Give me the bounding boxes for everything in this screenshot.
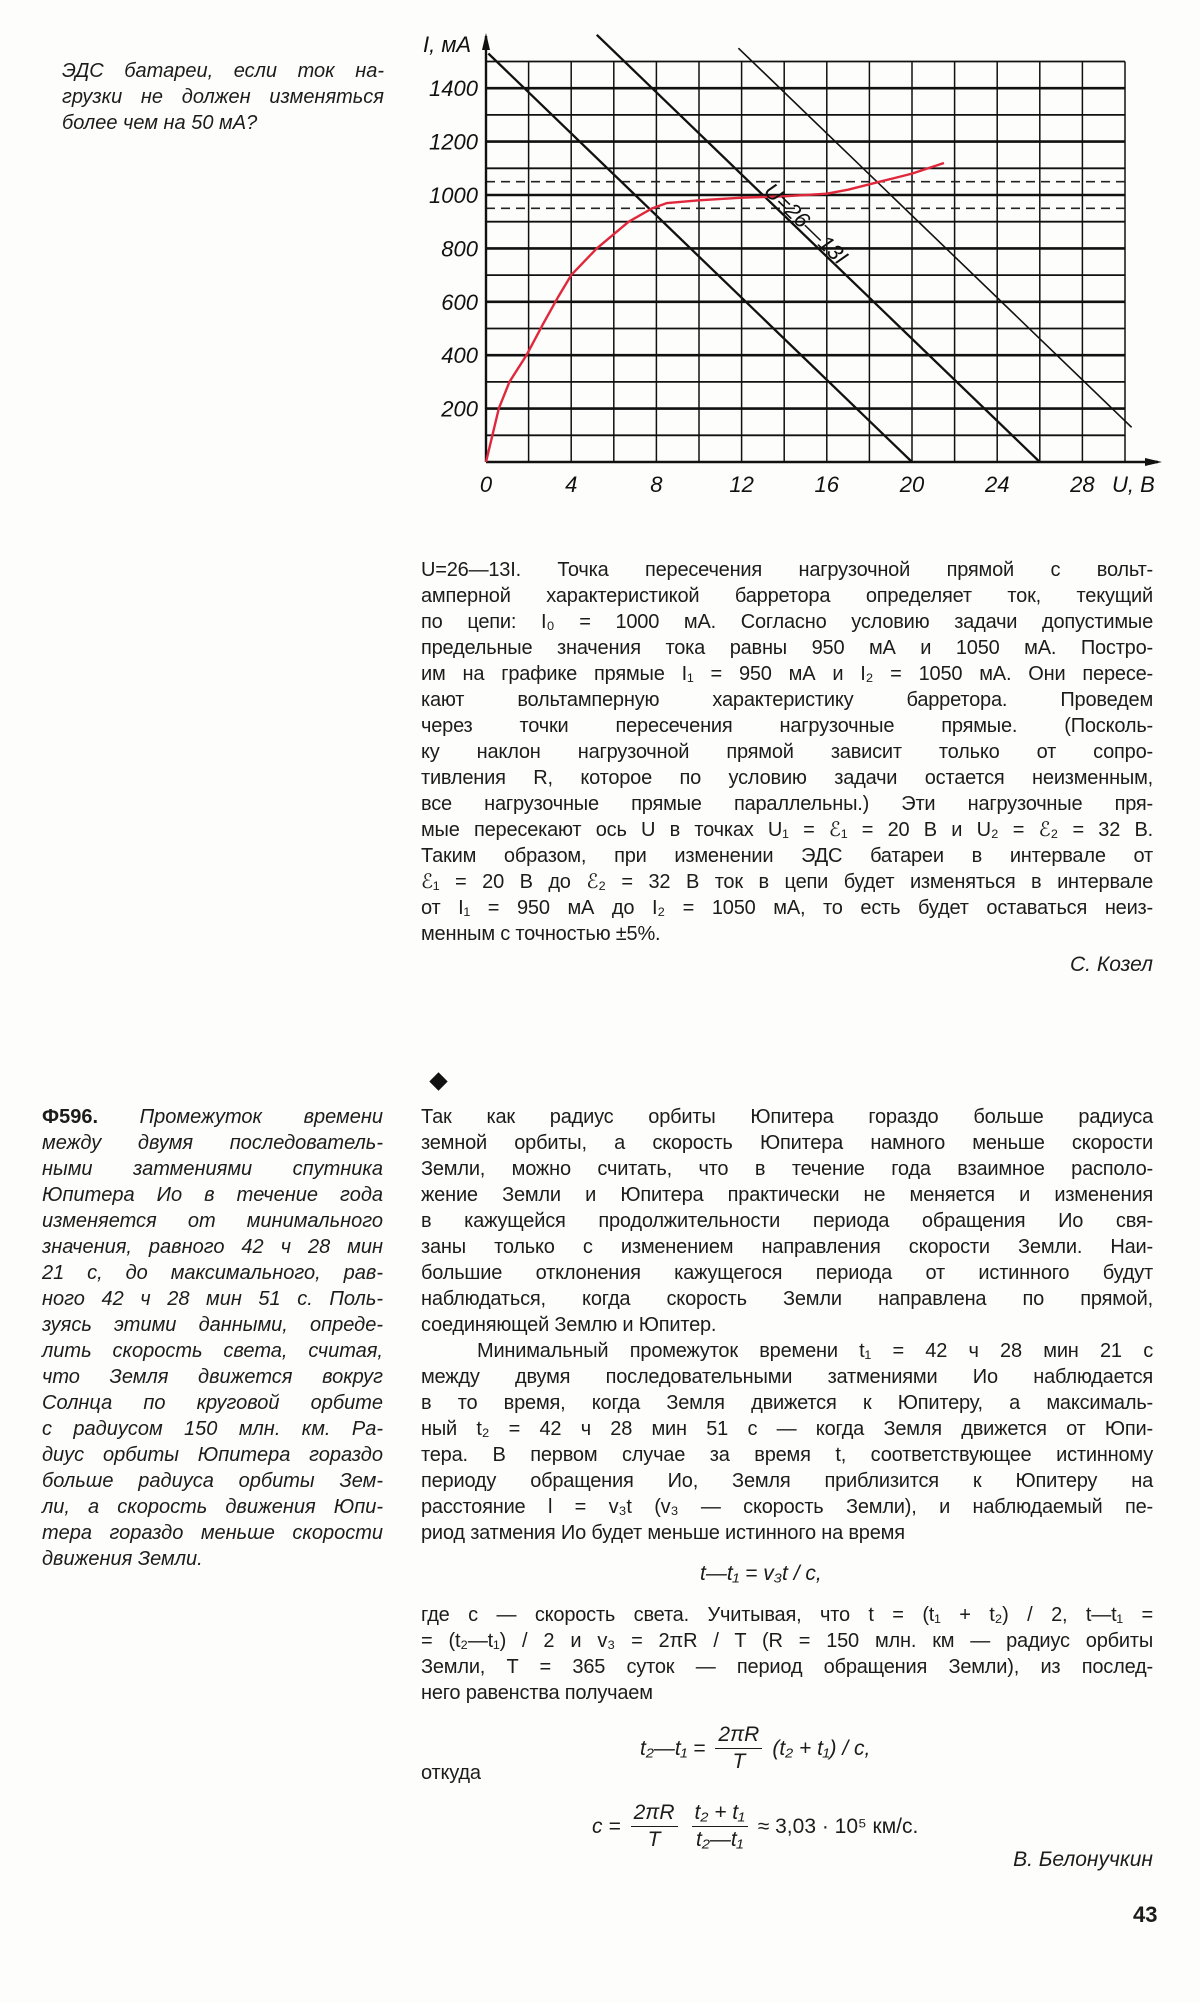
text-line: Солнца по круговой орбите (42, 1392, 383, 1414)
denominator: t₂—t₁ (695, 1828, 744, 1851)
text-line: больше радиуса орбиты Зем- (42, 1470, 383, 1492)
text-line: движения Земли. (42, 1548, 203, 1570)
formula-3 (592, 1800, 918, 1853)
y-axis-arrow-icon (482, 33, 490, 50)
x-tick-label: 20 (899, 472, 925, 497)
text-line: ℰ₁ = 20 В до ℰ₂ = 32 В ток в цепи будет изменяться в интервале (421, 871, 1153, 893)
solution-2-continued (421, 1602, 1153, 1706)
text-line: предельные значения тока равны 950 мА и 1050 мА. Постро- (421, 637, 1153, 659)
formula-2-rhs: (t₂ + t₁) / c, (772, 1736, 871, 1760)
text-line: наблюдаться, когда скорость Земли направлена по прямой, (421, 1288, 1153, 1310)
text-line: мые пересекают ось U в точках U₁ = ℰ₁ = 20 В и U₂ = ℰ₂ = 32 В. (421, 819, 1153, 841)
x-tick-label: 12 (729, 472, 754, 497)
text-line: Юпитера Ио в течение года (42, 1184, 383, 1206)
text-line: него равенства получаем (421, 1682, 653, 1704)
current-voltage-chart (0, 0, 1200, 520)
text-line: через точки пересечения нагрузочные прямые. (Посколь- (421, 715, 1153, 737)
text-line: диус орбиты Юпитера гораздо (42, 1444, 383, 1466)
text-line: = (t₂—t₁) / 2 и v₃ = 2πR / T (R = 150 млн. км — радиус орбиты (421, 1630, 1153, 1652)
text-line: U=26—13I. Точка пересечения нагрузочной прямой с вольт- (421, 559, 1153, 581)
problem-number: Ф596. (42, 1106, 98, 1128)
y-tick-label: 1400 (429, 76, 478, 102)
x-tick-label: 28 (1070, 472, 1095, 497)
text-line: Минимальный промежуток времени t₁ = 42 ч 28 мин 21 с (477, 1340, 1153, 1362)
text-line: кают вольтамперную характеристику барретора. Проведем (421, 689, 1153, 711)
problem-statement (42, 1104, 383, 1572)
load-line-label: U=26—13I (759, 177, 853, 270)
text-line: с радиусом 150 млн. км. Ра- (42, 1418, 383, 1440)
text-line: земной орбиты, а скорость Юпитера намного меньше скорости (421, 1132, 1153, 1154)
text-line: где c — скорость света. Учитывая, что t = (t₁ + t₂) / 2, t—t₁ = (421, 1604, 1153, 1626)
x-tick-label: 4 (565, 472, 578, 497)
text-line: Таким образом, при изменении ЭДС батареи в интервале от (421, 845, 1153, 867)
text-line: периоду обращения Ио, Земля приблизится к Юпитеру на (421, 1470, 1153, 1492)
text-line: изменяется от минимального (42, 1210, 383, 1232)
load-line (738, 48, 1131, 427)
text-line: зуясь этими данными, опреде- (42, 1314, 383, 1336)
text-line: Земли, T = 365 суток — период обращения Земли), из послед- (421, 1656, 1153, 1678)
author-signature: В. Белонучкин (1013, 1848, 1153, 1871)
x-tick-label: 0 (479, 472, 493, 497)
text-line: ного 42 ч 28 мин 51 с. Поль- (42, 1288, 383, 1310)
page-number: 43 (1133, 1902, 1158, 1927)
text-line: Земли, можно считать, что в течение года взаимное располо- (421, 1158, 1153, 1180)
y-tick-label: 400 (441, 343, 478, 369)
text-line: в кажущейся продолжительности периода обращения Ио свя- (421, 1210, 1153, 1232)
text-line: соединяющей Землю и Юпитер. (421, 1314, 717, 1336)
text-line (42, 1104, 383, 1130)
fraction (631, 1800, 678, 1853)
text-line: лить скорость света, считая, (42, 1340, 383, 1362)
text-line: все нагрузочные прямые параллельны.) Эти нагрузочные пря- (421, 793, 1153, 815)
y-axis-label: I, мА (423, 32, 472, 57)
solution-2-text (421, 1104, 1153, 1546)
text-line: по цепи: I₀ = 1000 мА. Согласно условию задачи допустимые (421, 611, 1153, 633)
text-line: тера гораздо меньше скорости (42, 1522, 383, 1544)
fraction (692, 1800, 748, 1853)
text-line: что Земля движется вокруг (42, 1366, 383, 1388)
section-divider-diamond-icon (429, 1072, 447, 1090)
denominator: T (647, 1828, 661, 1851)
text-line: значения, равного 42 ч 28 мин (42, 1236, 383, 1258)
formula-3-rhs: ≈ 3,03 · 10⁵ км/с. (757, 1814, 919, 1838)
text-line: между двумя последователь- (42, 1132, 383, 1154)
x-axis-arrow-icon (1145, 458, 1162, 466)
y-tick-label: 800 (441, 236, 478, 262)
text-line: грузки не должен изменяться (62, 86, 384, 108)
text-line: заны только с изменением направления скорости Земли. Наи- (421, 1236, 1153, 1258)
numerator: 2πR (715, 1722, 762, 1749)
text-line: амперной характеристикой барретора определяет ток, текущий (421, 585, 1153, 607)
text-line: ли, а скорость движения Юпи- (42, 1496, 383, 1518)
y-tick-label: 1000 (429, 183, 478, 208)
text-otkuda: откуда (421, 1762, 481, 1784)
x-axis-label: U, В (1112, 472, 1155, 497)
y-tick-label: 200 (441, 396, 478, 422)
text-line: от I₁ = 950 мА до I₂ = 1050 мА, то есть будет оставаться неиз- (421, 897, 1153, 919)
text-line: между двумя последовательными затмениями Ио наблюдается (421, 1366, 1153, 1388)
numerator: t₂ + t₁ (692, 1800, 748, 1827)
formula-2-lhs: t₂—t₁ = (640, 1736, 706, 1760)
text-line: Так как радиус орбиты Юпитера гораздо больше радиуса (421, 1106, 1153, 1128)
text-line: ку наклон нагрузочной прямой зависит только от сопро- (421, 741, 1153, 763)
text-line: менным с точностью ±5%. (421, 923, 661, 945)
solution-1-text (421, 557, 1153, 947)
y-tick-label: 1200 (429, 129, 478, 155)
text-line: 21 с, до максимального, рав- (42, 1262, 383, 1284)
fraction (715, 1722, 762, 1775)
text-line: ными затмениями спутника (42, 1158, 383, 1180)
x-tick-label: 16 (814, 472, 840, 497)
text-line: большие отклонения кажущегося периода от истинного будут (421, 1262, 1153, 1284)
author-signature: С. Козел (1069, 953, 1153, 976)
text-line: более чем на 50 мА? (62, 112, 258, 134)
text-line: им на графике прямые I₁ = 950 мА и I₂ = 1050 мА. Они пересе- (421, 663, 1153, 685)
text-line: расстояние l = v₃t (v₃ — скорость Земли), и наблюдаемый пе- (421, 1496, 1153, 1518)
formula-2 (640, 1722, 870, 1775)
y-tick-label: 600 (441, 289, 478, 315)
text-line: тивления R, которое по условию задачи остается неизменным, (421, 767, 1153, 789)
text-line: жение Земли и Юпитера практически не меняется и изменения (421, 1184, 1153, 1206)
text-line: тера. В первом случае за время t, соответствующее истинному (421, 1444, 1153, 1466)
x-tick-label: 24 (984, 472, 1010, 497)
formula-3-lhs: c = (592, 1814, 621, 1838)
x-tick-label: 8 (650, 472, 663, 497)
problem-first-line: Промежуток времени (139, 1106, 383, 1128)
numerator: 2πR (631, 1800, 678, 1827)
denominator: T (732, 1750, 746, 1773)
formula-1: t—t₁ = v₃t / c, (700, 1562, 822, 1585)
text-line: риод затмения Ио будет меньше истинного на время (421, 1522, 905, 1544)
text-line: в то время, когда Земля движется к Юпитеру, а максималь- (421, 1392, 1153, 1414)
text-line: ЭДС батареи, если ток на- (62, 60, 384, 82)
text-line: ный t₂ = 42 ч 28 мин 51 с — когда Земля движется от Юпи- (421, 1418, 1153, 1440)
